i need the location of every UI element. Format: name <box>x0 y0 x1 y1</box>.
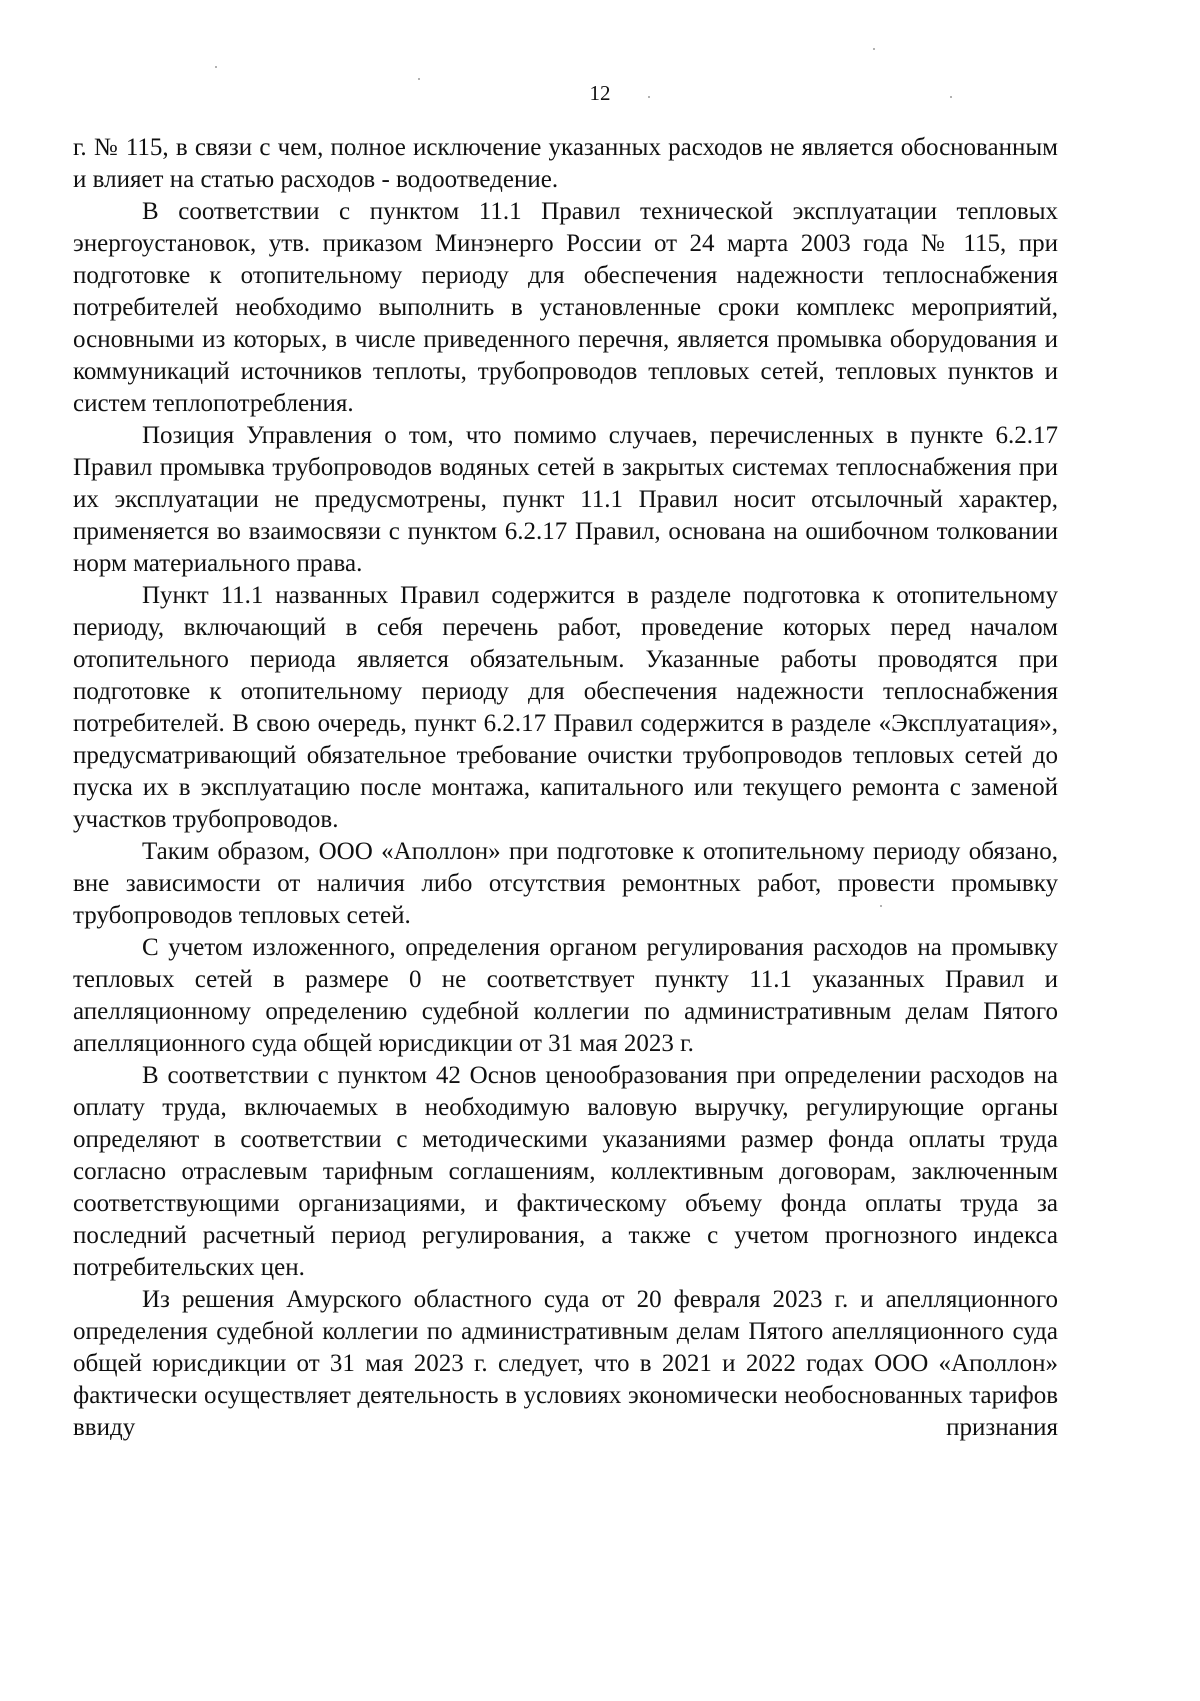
document-body <box>73 132 1058 1444</box>
paragraph-rules-11-1: В соответствии с пунктом 11.1 Правил технической эксплуатации тепловых энергоустановок, утв. приказом Минэнерго России от 24 марта 2003 года № 115, при подготовке к отопительному периоду для обеспечения надежности теплоснабжения потребителей необходимо выполнить в установленные сроки комплекс мероприятий, основными из которых, в числе приведенного перечня, является промывка оборудования и коммуникаций источников теплоты, трубопроводов тепловых сетей, тепловых пунктов и систем теплопотребления. <box>73 198 1058 417</box>
paragraph-rules-sections: Пункт 11.1 названных Правил содержится в разделе подготовка к отопительному периоду, включающий в себя перечень работ, проведение которых перед началом отопительного периода является обязательным. Указанные работы проводятся при подготовке к отопительному периоду для обеспечения надежности теплоснабжения потребителей. В свою очередь, пункт 6.2.17 Правил содержится в разделе «Эксплуатация», предусматривающий обязательное требование очистки трубопроводов тепловых сетей до пуска их в эксплуатацию после монтажа, капитального или текущего ремонта с заменой участков трубопроводов. <box>73 582 1058 833</box>
paragraph-court-decision: Из решения Амурского областного суда от 20 февраля 2023 г. и апелляционного определения судебной коллегии по административным делам Пятого апелляционного суда общей юрисдикции от 31 мая 2023 г. следует, что в 2021 и 2022 годах ООО «Аполлон» фактически осуществляет деятельность в условиях экономически необоснованных тарифов ввиду признания <box>73 1286 1058 1441</box>
paragraph-wage-fund: В соответствии с пунктом 42 Основ ценообразования при определении расходов на оплату труда, включаемых в необходимую валовую выручку, регулирующие органы определяют в соответствии с методическими указаниями размер фонда оплаты труда согласно отраслевым тарифным соглашениям, коллективным договорам, заключенным соответствующими организациями, и фактическому объему фонда оплаты труда за последний расчетный период регулирования, а также с учетом прогнозного индекса потребительских цен. <box>73 1062 1058 1281</box>
paragraph-conclusion-flushing: Таким образом, ООО «Аполлон» при подготовке к отопительному периоду обязано, вне зависимости от наличия либо отсутствия ремонтных работ, провести промывку трубопроводов тепловых сетей. <box>73 838 1058 929</box>
scan-speck <box>215 66 217 68</box>
paragraph-zero-expenses: С учетом изложенного, определения органом регулирования расходов на промывку тепловых сетей в размере 0 не соответствует пункту 11.1 указанных Правил и апелляционному определению судебной коллегии по административным делам Пятого апелляционного суда общей юрисдикции от 31 мая 2023 г. <box>73 934 1058 1057</box>
scan-speck <box>873 48 875 50</box>
paragraph-continuation: г. № 115, в связи с чем, полное исключение указанных расходов не является обоснованным и влияет на статью расходов - водоотведение. <box>73 134 1058 193</box>
page-number: 12 <box>589 81 611 105</box>
paragraph-administration-position: Позиция Управления о том, что помимо случаев, перечисленных в пункте 6.2.17 Правил промывка трубопроводов водяных сетей в закрытых системах теплоснабжения при их эксплуатации не предусмотрены, пункт 11.1 Правил носит отсылочный характер, применяется во взаимосвязи с пунктом 6.2.17 Правил, основана на ошибочном толковании норм материального права. <box>73 422 1058 577</box>
